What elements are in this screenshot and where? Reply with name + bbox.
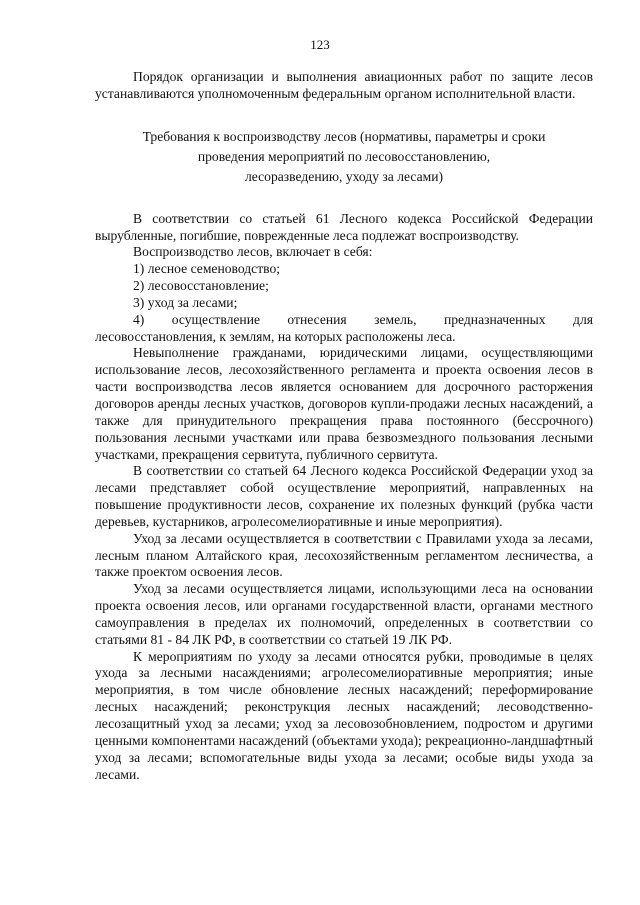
section-heading <box>95 127 593 187</box>
paragraph-non-compliance: Невыполнение гражданами, юридическими лицами, осуществляющими использование лесов, лесохозяйственного регламента и проекта освоения лесов в части воспроизводства лесов является основанием для досрочного расторжения договоров аренды лесных участков, договоров купли-продажи лесных насаждений, а также для принудительного прекращения права постоянного (бессрочного) пользования лесными участками или права безвозмездного пользования лесными участками, прекращения сервитута, публичного сервитута. <box>95 345 593 462</box>
reproduction-list <box>95 261 593 345</box>
list-item: 1) лесное семеноводство; <box>133 261 281 277</box>
paragraph-care-rules: Уход за лесами осуществляется в соответствии с Правилами ухода за лесами, лесным планом Алтайского края, лесохозяйственным регламентом лесничества, а также проектом освоения лесов. <box>95 530 593 580</box>
document-body <box>95 69 593 783</box>
paragraph-care-performers: Уход за лесами осуществляется лицами, использующими леса на основании проекта освоения лесов, или органами государственной власти, органами местного самоуправления в пределах их полномочий, определенных в соответствии со статьями 81 - 84 ЛК РФ, в соответствии со статьей 19 ЛК РФ. <box>95 581 593 647</box>
section-heading-line-2: проведения мероприятий по лесовосстановлению, <box>197 148 491 164</box>
list-item: 3) уход за лесами; <box>133 294 238 310</box>
section-heading-line-3: лесоразведению, уходу за лесами) <box>244 168 444 184</box>
paragraph-care-measures: К мероприятиям по уходу за лесами относятся рубки, проводимые в целях ухода за лесными насаждениями; агролесомелиоративные мероприятия; иные мероприятия, в том числе обновление лесных насаждений; переформирование лесных насаждений; реконструкция лесных насаждений; лесоводственно-лесозащитный уход за лесами; уход за лесовозобновлением, подростом и другими ценными компонентами насаждений (объектами ухода); рекреационно-ландшафтный уход за лесами; вспомогательные виды ухода за лесами; особые виды ухода за лесами. <box>95 648 593 782</box>
page-number: 123 <box>310 37 330 52</box>
paragraph-article-61: В соответствии со статьей 61 Лесного кодекса Российской Федерации вырубленные, погибшие, поврежденные леса подлежат воспроизводству. <box>95 210 593 243</box>
paragraph-article-64: В соответствии со статьей 64 Лесного кодекса Российской Федерации уход за лесами представляет собой осуществление мероприятий, направленных на повышение продуктивности лесов, сохранение их полезных функций (рубка части деревьев, кустарников, агролесомелиоративные и иные мероприятия). <box>95 463 593 529</box>
list-item: 4) осуществление отнесения земель, предназначенных для лесовосстановления, к землям, на которых расположены леса. <box>95 311 593 344</box>
intro-paragraph: Порядок организации и выполнения авиационных работ по защите лесов устанавливаются уполномоченным федеральным органом исполнительной власти. <box>95 69 593 101</box>
section-heading-line-1: Требования к воспроизводству лесов (нормативы, параметры и сроки <box>142 128 546 144</box>
paragraph-reproduction-includes: Воспроизводство лесов, включает в себя: <box>133 244 373 260</box>
list-item: 2) лесовосстановление; <box>133 278 269 294</box>
